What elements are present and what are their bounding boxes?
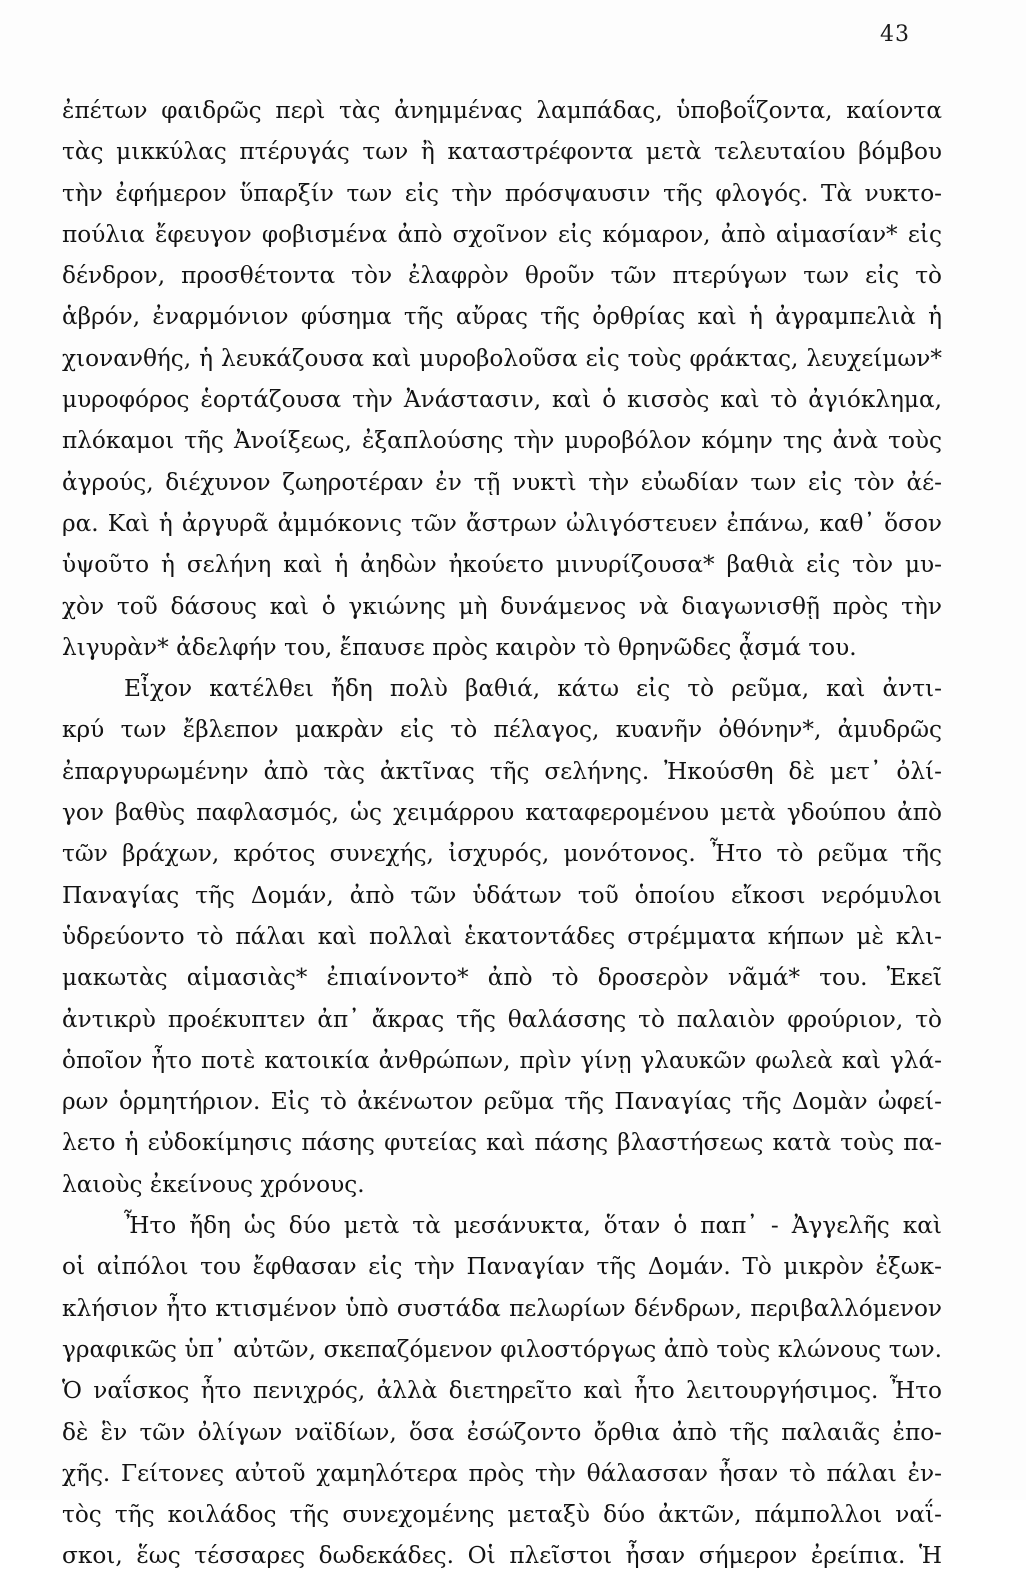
text-line: Παναγίας τῆς Δομάν, ἀπὸ τῶν ὑδάτων τοῦ ὁποίου εἴκοσι νερόμυλοι [62, 881, 942, 909]
text-line: Εἶχον κατέλθει ἤδη πολὺ βαθιά, κάτω εἰς τὸ ρεῦμα, καὶ ἀντι- [124, 675, 942, 703]
text-line: τὴν ἐφήμερον ὕπαρξίν των εἰς τὴν πρόσψαυσιν τῆς φλογός. Τὰ νυκτο- [62, 179, 942, 207]
text-line: χῆς. Γείτονες αὐτοῦ χαμηλότερα πρὸς τὴν θάλασσαν ἦσαν τὸ πάλαι ἐν- [62, 1459, 942, 1487]
text-line: κρύ των ἔβλεπον μακρὰν εἰς τὸ πέλαγος, κυανῆν ὀθόνην*, ἀμυδρῶς [62, 716, 942, 744]
text-line: λιγυρὰν* ἀδελφήν του, ἔπαυσε πρὸς καιρὸν τὸ θρηνῶδες ᾆσμά του. [62, 633, 857, 661]
text-line: κλήσιον ἦτο κτισμένον ὑπὸ συστάδα πελωρίων δένδρων, περιβαλλόμενον [62, 1294, 942, 1322]
text-line: γον βαθὺς παφλασμός, ὡς χειμάρρου καταφερομένου μετὰ γδούπου ἀπὸ [62, 799, 942, 827]
text-line: πούλια ἔφευγον φοβισμένα ἀπὸ σχοῖνον εἰς κόμαρον, ἀπὸ αἱμασίαν* εἰς [62, 220, 942, 248]
text-line: μυροφόρος ἑορτάζουσα τὴν Ἀνάστασιν, καὶ ὁ κισσὸς καὶ τὸ ἀγιόκλημα, [62, 386, 942, 414]
text-line: σκοι, ἕως τέσσαρες δωδεκάδες. Οἱ πλεῖστοι ἦσαν σήμερον ἐρείπια. Ἡ [62, 1542, 942, 1570]
text-line: πλόκαμοι τῆς Ἀνοίξεως, ἐξαπλούσης τὴν μυροβόλον κόμην της ἀνὰ τοὺς [62, 427, 942, 455]
text-line: μακωτὰς αἱμασιὰς* ἐπιαίνοντο* ἀπὸ τὸ δροσερὸν νᾶμά* του. Ἐκεῖ [62, 964, 942, 992]
text-line: ἁβρόν, ἐναρμόνιον φύσημα τῆς αὔρας τῆς ὀρθρίας καὶ ἡ ἀγραμπελιὰ ἡ [62, 303, 942, 331]
text-line: γραφικῶς ὑπ᾽ αὐτῶν, σκεπαζόμενον φιλοστόργως ἀπὸ τοὺς κλώνους των. [62, 1335, 942, 1363]
text-line: λαιοὺς ἐκείνους χρόνους. [62, 1170, 365, 1198]
text-line: χὸν τοῦ δάσους καὶ ὁ γκιώνης μὴ δυνάμενος νὰ διαγωνισθῇ πρὸς τὴν [62, 592, 942, 620]
text-line: ὑψοῦτο ἡ σελήνη καὶ ἡ ἀηδὼν ἠκούετο μινυρίζουσα* βαθιὰ εἰς τὸν μυ- [62, 551, 942, 579]
text-line: χιονανθής, ἡ λευκάζουσα καὶ μυροβολοῦσα εἰς τοὺς φράκτας, λευχείμων* [62, 344, 942, 372]
text-line: ἀγρούς, διέχυνον ζωηροτέραν ἐν τῇ νυκτὶ τὴν εὐωδίαν των εἰς τὸν ἀέ- [62, 468, 942, 496]
text-line: ρων ὁρμητήριον. Εἰς τὸ ἀκένωτον ρεῦμα τῆς Παναγίας τῆς Δομὰν ὠφεί- [62, 1088, 942, 1116]
text-line: τῶν βράχων, κρότος συνεχής, ἰσχυρός, μονότονος. Ἦτο τὸ ρεῦμα τῆς [62, 840, 942, 868]
text-line: Ἦτο ἤδη ὡς δύο μετὰ τὰ μεσάνυκτα, ὅταν ὁ παπ᾽ - Ἀγγελῆς καὶ [124, 1212, 942, 1240]
text-line: λετο ἡ εὐδοκίμησις πάσης φυτείας καὶ πάσης βλαστήσεως κατὰ τοὺς πα- [62, 1129, 942, 1157]
text-line: ἐπαργυρωμένην ἀπὸ τὰς ἀκτῖνας τῆς σελήνης. Ἠκούσθη δὲ μετ᾽ ὀλί- [62, 757, 942, 785]
text-line: Ὁ ναΐσκος ἦτο πενιχρός, ἀλλὰ διετηρεῖτο καὶ ἦτο λειτουργήσιμος. Ἦτο [62, 1377, 942, 1405]
text-line: ὑδρεύοντο τὸ πάλαι καὶ πολλαὶ ἑκατοντάδες στρέμματα κήπων μὲ κλι- [62, 922, 942, 950]
text-line: δένδρον, προσθέτοντα τὸν ἐλαφρὸν θροῦν τῶν πτερύγων των εἰς τὸ [62, 262, 942, 290]
text-line: δὲ ἓν τῶν ὀλίγων ναϊδίων, ὅσα ἐσώζοντο ὄρθια ἀπὸ τῆς παλαιᾶς ἐπο- [62, 1418, 942, 1446]
body-text [62, 90, 942, 1577]
text-line: ἀντικρὺ προέκυπτεν ἀπ᾽ ἄκρας τῆς θαλάσσης τὸ παλαιὸν φρούριον, τὸ [62, 1005, 942, 1033]
text-line: ἐπέτων φαιδρῶς περὶ τὰς ἀνημμένας λαμπάδας, ὑποβοΐζοντα, καίοντα [62, 97, 942, 124]
text-line: ρα. Καὶ ἡ ἀργυρᾶ ἀμμόκονις τῶν ἄστρων ὠλιγόστευεν ἐπάνω, καθ᾽ ὅσον [62, 509, 942, 537]
text-line: τὸς τῆς κοιλάδος τῆς συνεχομένης μεταξὺ δύο ἀκτῶν, πάμπολλοι ναΐ- [62, 1501, 942, 1529]
text-line: ὁποῖον ἦτο ποτὲ κατοικία ἀνθρώπων, πρὶν γίνῃ γλαυκῶν φωλεὰ καὶ γλά- [62, 1046, 942, 1074]
text-line: τὰς μικκύλας πτέρυγάς των ἢ καταστρέφοντα μετὰ τελευταίου βόμβου [62, 138, 942, 166]
text-line: οἱ αἰπόλοι του ἔφθασαν εἰς τὴν Παναγίαν τῆς Δομάν. Τὸ μικρὸν ἐξωκ- [62, 1253, 942, 1281]
page-number: 43 [880, 22, 910, 47]
